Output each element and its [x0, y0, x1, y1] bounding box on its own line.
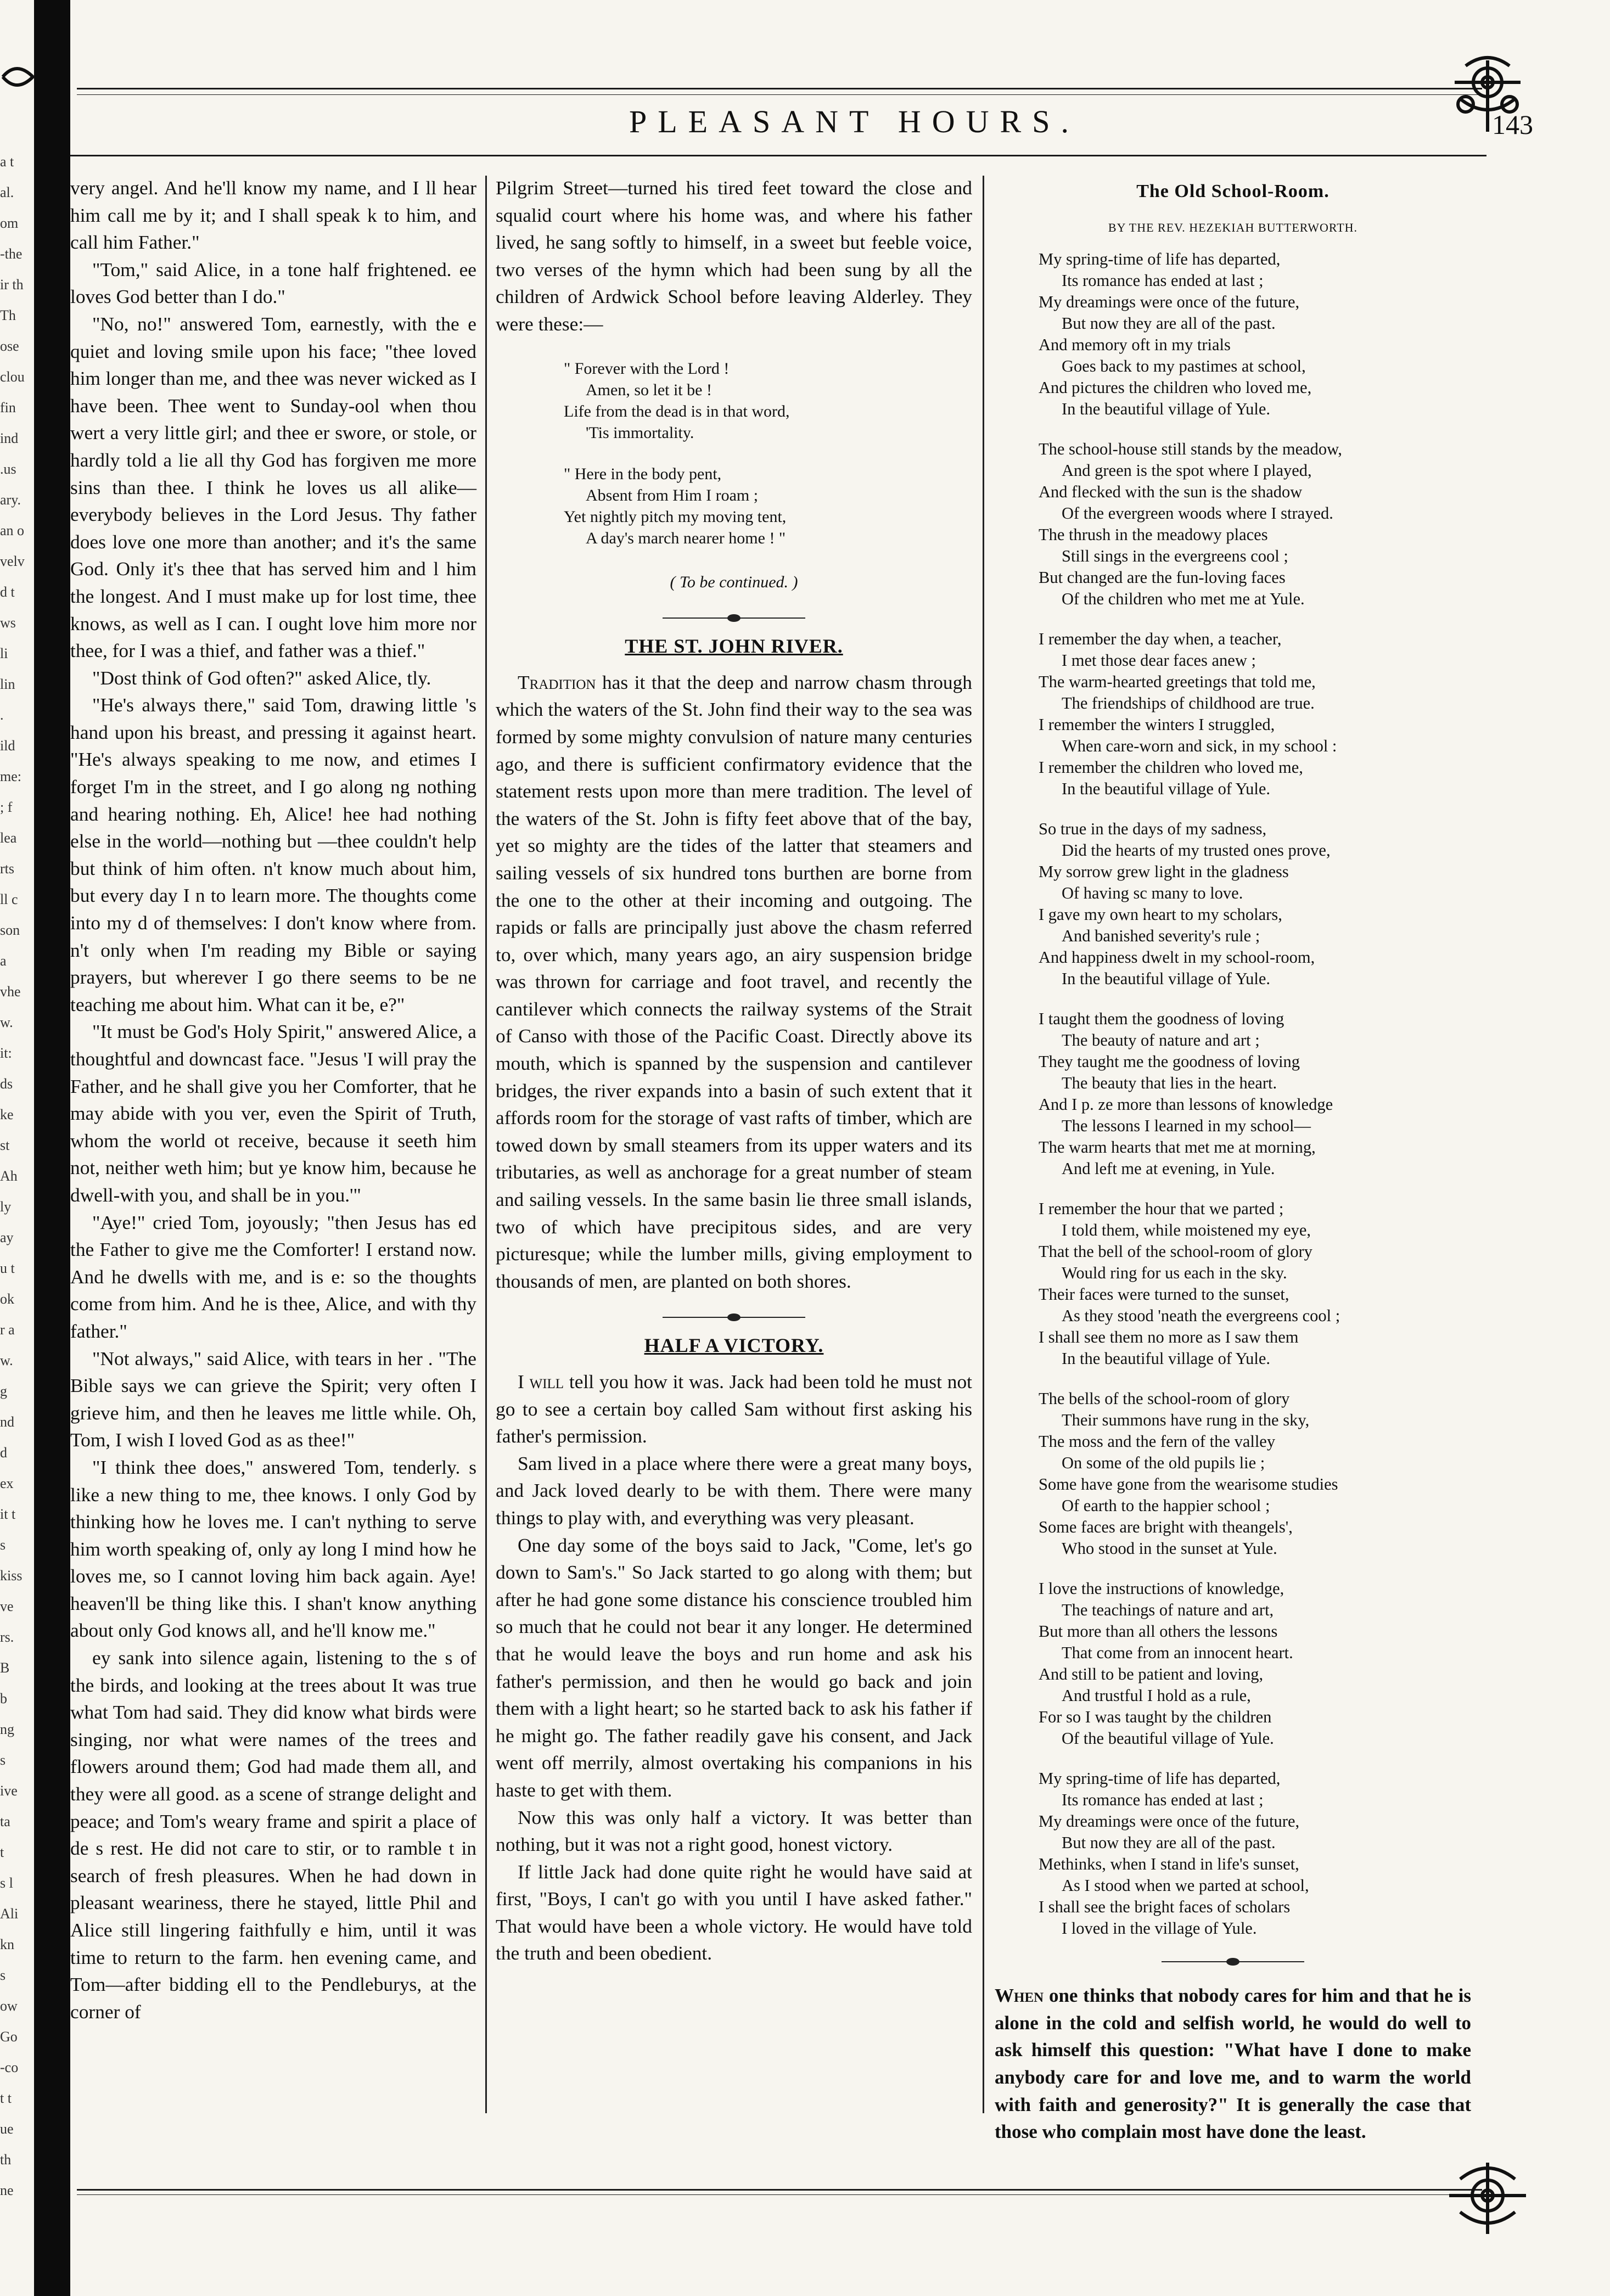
poem-stanza: [1039, 1008, 1471, 1180]
poem-line: Some faces are bright with theangels',: [1039, 1518, 1293, 1537]
story-paragraph: "I think thee does," answered Tom, tenderly. s like a new thing to me, thee knows. I only God by thinking how he loves me. I can't nything to serve him worth speaking of, only ay long I mind how he loves me, so I cannot loving him back again. Aye! heaven'll be thing like this. I shan't know anything about only God knows all, and he'll know me.": [70, 1456, 476, 1642]
gutter-fragment: it t: [0, 1506, 16, 1522]
poem-line: My spring-time of life has departed,: [1039, 250, 1281, 269]
gutter-fragment: ay: [0, 1230, 14, 1245]
poem-line: I told them, while moistened my eye,: [1062, 1221, 1311, 1240]
gutter-fragment: ll c: [0, 891, 18, 907]
gutter-fragment: g: [0, 1383, 7, 1399]
poem-stanza: [1039, 1198, 1471, 1369]
bottom-right-ornament: [1444, 2152, 1532, 2239]
gutter-fragment: om: [0, 215, 19, 231]
gutter-fragment: ex: [0, 1475, 14, 1491]
poem-line: But more than all others the lessons: [1039, 1622, 1278, 1641]
article-paragraph: [496, 1804, 972, 1859]
article-paragraph: [496, 1532, 972, 1804]
article-half-a-victory-body: [496, 1368, 972, 1967]
poem-line: And still to be patient and loving,: [1039, 1665, 1264, 1684]
story-paragraph: very angel. And he'll know my name, and I ll hear him call me by it; and I shall speak k to him, and call him Father.": [70, 177, 476, 254]
article-text: One day some of the boys said to Jack, "Come, let's go down to Sam's." So Jack started to go along with them; but after he had gone some distance his conscience troubled him so much that he could not bear it any longer. He determined that he would leave the boys and run home and ask his father's permission, and then he would go back and join them with a light heart; so he started back to ask his father if he might go. The father readily gave his consent, and Jack went off merrily, almost overtaking his companions in his haste to get with them.: [496, 1534, 972, 1801]
poem-line: My spring-time of life has departed,: [1039, 1769, 1281, 1788]
article-title-half-a-victory: HALF A VICTORY.: [644, 1334, 824, 1357]
gutter-fragment: a t: [0, 154, 14, 170]
poem-title: The Old School-Room.: [1136, 181, 1329, 201]
poem-line: I gave my own heart to my scholars,: [1039, 905, 1282, 924]
gutter-fragment: u t: [0, 1260, 15, 1276]
gutter-fragment: clou: [0, 369, 25, 385]
middle-column: [496, 175, 972, 1967]
poem-line: The moss and the fern of the valley: [1039, 1432, 1276, 1451]
gutter-fragment: -the: [0, 246, 23, 262]
poem-line: The warm-hearted greetings that told me,: [1039, 672, 1316, 692]
page-number: 143: [1492, 109, 1533, 140]
gutter-fragment: ly: [0, 1199, 12, 1215]
poem-line: Its romance has ended at last ;: [1062, 1790, 1264, 1810]
story-paragraph: ey sank into silence again, listening to the s of the birds, and looking at the trees about It was true what Tom had said. They did know what birds were singing, nor what were names of the trees and flowers around them; God had made them all, and they were all good. as a scene of strange delight and peace; and Tom's weary frame and spirit a place of de s rest. He did not care to stir, or to ramble t in search of fresh pleasures. When he had down in pleasant weariness, there he stayed, little Phil and Alice still lingering faithfully e him, until it was time to return to the farm. hen evening came, and Tom—after bidding ell to the Pendleburys, at the corner of: [70, 1647, 476, 2023]
gutter-fragment: s: [0, 1752, 6, 1768]
closing-text: one thinks that nobody cares for him and that he is alone in the cold and selfish world, he would do well to ask himself this question: "What have I done to make anybody care for and love me, and to warm the world with faith and generosity?" It is generally the case that those who complain most have done the least.: [995, 1985, 1471, 2143]
gutter-fragment: Ah: [0, 1168, 18, 1184]
book-binding-shadow: [34, 0, 70, 2296]
header-underline: [70, 155, 1486, 156]
article-text: If little Jack had done quite right he would have said at first, "Boys, I can't go with you until I have asked father." That would have been a whole victory. He would have told the truth and been obedient.: [496, 1860, 972, 1964]
poem-line: Still sings in the evergreens cool ;: [1062, 547, 1288, 566]
poem-line: But now they are all of the past.: [1062, 314, 1276, 333]
gutter-fragment: a: [0, 953, 7, 969]
poem-line: I remember the children who loved me,: [1039, 758, 1303, 777]
gutter-fragment: ws: [0, 615, 16, 631]
poem-byline: BY THE REV. HEZEKIAH BUTTERWORTH.: [1108, 220, 1358, 234]
gutter-fragment: ue: [0, 2121, 14, 2137]
poem-line: The bells of the school-room of glory: [1039, 1389, 1290, 1408]
hymn-line: 'Tis immortality.: [586, 423, 694, 442]
gutter-fragment: st: [0, 1137, 10, 1153]
poem-line: For so I was taught by the children: [1039, 1708, 1272, 1727]
gutter-fragment: ive: [0, 1783, 18, 1799]
story-continuation-column: [70, 175, 476, 2025]
gutter-fragment: son: [0, 922, 20, 938]
poem-line: I love the instructions of knowledge,: [1039, 1579, 1284, 1598]
poem-line: Goes back to my pastimes at school,: [1062, 357, 1306, 376]
gutter-fragment: ds: [0, 1076, 13, 1092]
gutter-fragment: ve: [0, 1598, 14, 1614]
column-rule-left: [485, 176, 487, 2113]
article-paragraph: [496, 1450, 972, 1532]
poem-line: The teachings of nature and art,: [1062, 1601, 1274, 1620]
poem-line: The lessons I learned in my school—: [1062, 1116, 1311, 1136]
hymn-stanza: [564, 358, 972, 444]
bottom-rule-thin: [77, 2194, 1482, 2195]
poem-line: Of the beautiful village of Yule.: [1062, 1729, 1274, 1748]
to-be-continued-note: ( To be continued. ): [670, 572, 798, 591]
poem-stanza: [1039, 439, 1471, 610]
gutter-fragment: li: [0, 645, 8, 661]
gutter-fragment: ok: [0, 1291, 14, 1307]
poem-line: I remember the day when, a teacher,: [1039, 630, 1282, 649]
gutter-fragment: rs.: [0, 1629, 14, 1645]
hymn-verses: [564, 358, 972, 549]
poem-line: I loved in the village of Yule.: [1062, 1919, 1257, 1938]
poem-line: Who stood in the sunset at Yule.: [1062, 1539, 1277, 1558]
column-rule-right: [983, 176, 984, 2113]
poem-line: But changed are the fun-loving faces: [1039, 568, 1286, 587]
gutter-fragment: Go: [0, 2029, 18, 2045]
poem-line: And trustful I hold as a rule,: [1062, 1686, 1251, 1705]
top-left-ornament: [0, 55, 44, 99]
gutter-fragment: s l: [0, 1875, 13, 1891]
hymn-line: " Forever with the Lord !: [564, 359, 730, 378]
gutter-fragment: d t: [0, 584, 15, 600]
article-text: tell you how it was. Jack had been told he must not go to see a certain boy called Sam without first asking his father's permission.: [496, 1371, 972, 1447]
gutter-fragment: s: [0, 1967, 6, 1983]
poem-line: I taught them the goodness of loving: [1039, 1009, 1284, 1029]
drop-word: I will: [518, 1371, 564, 1393]
poem-line: Their faces were turned to the sunset,: [1039, 1285, 1289, 1304]
poem-line: And happiness dwelt in my school-room,: [1039, 948, 1315, 967]
gutter-fragment: Ali: [0, 1906, 19, 1922]
article-title-st-john-river: THE ST. JOHN RIVER.: [625, 635, 843, 658]
gutter-fragment: velv: [0, 553, 25, 569]
poem-line: Their summons have rung in the sky,: [1062, 1411, 1310, 1430]
gutter-fragment: b: [0, 1691, 7, 1706]
poem-line: I shall see the bright faces of scholars: [1039, 1898, 1291, 1917]
poem-stanza: [1039, 249, 1471, 420]
gutter-fragment: an o: [0, 523, 25, 538]
gutter-fragment: th: [0, 2152, 12, 2168]
poem-stanza: [1039, 1768, 1471, 1939]
gutter-fragment: .: [0, 707, 4, 723]
poem-line: That come from an innocent heart.: [1062, 1643, 1293, 1663]
bottom-rule: [77, 2189, 1482, 2191]
hymn-stanza: [564, 463, 972, 549]
poem-line: In the beautiful village of Yule.: [1062, 400, 1270, 419]
story-paragraph: "Aye!" cried Tom, joyously; "then Jesus has ed the Father to give me the Comforter! I erstand now. And he dwells with me, and is e: so the thoughts come from him. And he is thee, Alice, and with thy father.": [70, 1211, 476, 1342]
poem-line: And green is the spot where I played,: [1062, 461, 1312, 480]
gutter-fragment: w.: [0, 1352, 13, 1368]
top-rule: [77, 88, 1482, 89]
gutter-fragment: ng: [0, 1721, 14, 1737]
poem-line: But now they are all of the past.: [1062, 1833, 1276, 1852]
article-paragraph: [496, 1859, 972, 1967]
poem-line: Of having sc many to love.: [1062, 884, 1243, 903]
gutter-fragment: rts: [0, 861, 14, 877]
gutter-fragment: w.: [0, 1014, 13, 1030]
poem-line: And left me at evening, in Yule.: [1062, 1159, 1275, 1178]
poem-line: The school-house still stands by the meadow,: [1039, 440, 1342, 459]
section-divider: [1162, 1958, 1304, 1966]
gutter-fragment: r a: [0, 1322, 15, 1338]
hymn-line: Amen, so let it be !: [586, 380, 712, 399]
facing-page-gutter: [0, 154, 34, 2294]
gutter-fragment: fin: [0, 400, 16, 416]
poem-line: I met those dear faces anew ;: [1062, 651, 1256, 670]
poem-line: In the beautiful village of Yule.: [1062, 1349, 1270, 1368]
gutter-fragment: al.: [0, 184, 14, 200]
poem-line: The warm hearts that met me at morning,: [1039, 1138, 1316, 1157]
gutter-fragment: ta: [0, 1814, 10, 1829]
poem-stanza: [1039, 628, 1471, 800]
poem-line: So true in the days of my sadness,: [1039, 819, 1267, 839]
poem-line: And banished severity's rule ;: [1062, 927, 1260, 946]
gutter-fragment: t t: [0, 2090, 12, 2106]
poem-line: Would ring for us each in the sky.: [1062, 1264, 1287, 1283]
running-head-title: PLEASANT HOURS.: [629, 104, 1080, 139]
gutter-fragment: vhe: [0, 984, 21, 1000]
gutter-fragment: ose: [0, 338, 19, 354]
gutter-fragment: ind: [0, 430, 19, 446]
story-intro-paragraph: Pilgrim Street—turned his tired feet toward the close and squalid court where his home was, and where his father lived, he sang softly to himself, in a sweet but feeble voice, two verses of the hymn which had been sung by all the children of Ardwick School before leaving Alderley. They were these:—: [496, 177, 972, 335]
story-paragraph: "It must be God's Holy Spirit," answered Alice, a thoughtful and downcast face. "Jesus 'I will pray the Father, and he shall give you her Comforter, that he may abide with you ver, even the Spirit of Truth, whom the world ot receive, because it seeth him not, neither weth him; but ye know him, because he dwell-with you, and shall be in you.'": [70, 1020, 476, 1206]
gutter-fragment: t: [0, 1844, 4, 1860]
hymn-line: Yet nightly pitch my moving tent,: [564, 507, 787, 526]
gutter-fragment: ke: [0, 1107, 14, 1122]
gutter-fragment: Th: [0, 307, 16, 323]
gutter-fragment: -co: [0, 2059, 19, 2075]
poem-line: Did the hearts of my trusted ones prove,: [1062, 841, 1331, 860]
gutter-fragment: d: [0, 1445, 7, 1461]
poem-line: I shall see them no more as I saw them: [1039, 1328, 1299, 1347]
poem-line: That the bell of the school-room of glory: [1039, 1242, 1312, 1261]
poem-line: The thrush in the meadowy places: [1039, 525, 1268, 544]
poem-line: On some of the old pupils lie ;: [1062, 1453, 1265, 1473]
top-rule-thin: [77, 94, 1482, 95]
poem-line: Methinks, when I stand in life's sunset,: [1039, 1855, 1299, 1874]
poem-line: Of the evergreen woods where I strayed.: [1062, 504, 1333, 523]
gutter-fragment: ary.: [0, 492, 21, 508]
poem-line: And I p. ze more than lessons of knowledge: [1039, 1095, 1333, 1114]
poem-line: Of earth to the happier school ;: [1062, 1496, 1270, 1515]
gutter-fragment: s: [0, 1537, 6, 1553]
section-divider: [663, 1313, 805, 1321]
poem-line: Its romance has ended at last ;: [1062, 271, 1264, 290]
story-paragraph: "Tom," said Alice, in a tone half frightened. ee loves God better than I do.": [70, 258, 476, 308]
poem-line: I remember the winters I struggled,: [1039, 715, 1275, 734]
poem-stanza: [1039, 818, 1471, 990]
poem-line: My dreamings were once of the future,: [1039, 1812, 1300, 1831]
poem-line: When care-worn and sick, in my school :: [1062, 737, 1337, 756]
poem-line: And memory oft in my trials: [1039, 335, 1231, 355]
gutter-fragment: .us: [0, 461, 16, 477]
article-text: Now this was only half a victory. It was better than nothing, but it was not a right good, honest victory.: [496, 1806, 972, 1856]
poem-line: The friendships of childhood are true.: [1062, 694, 1315, 713]
poem-line: My dreamings were once of the future,: [1039, 293, 1300, 312]
poem-line: And pictures the children who loved me,: [1039, 378, 1312, 397]
gutter-fragment: lea: [0, 830, 17, 846]
gutter-fragment: kiss: [0, 1568, 23, 1584]
article-paragraph: [496, 1368, 972, 1450]
poem-line: As I stood when we parted at school,: [1062, 1876, 1309, 1895]
drop-word: When: [995, 1985, 1044, 2007]
story-paragraph: "Not always," said Alice, with tears in her . "The Bible says we can grieve the Spirit; very often I grieve him, and then he leaves me little while. Oh, Tom, I wish I loved God as as thee!": [70, 1347, 476, 1451]
poem-line: I remember the hour that we parted ;: [1039, 1199, 1284, 1219]
poem-line: In the beautiful village of Yule.: [1062, 779, 1270, 799]
article-text: has it that the deep and narrow chasm through which the waters of the St. John find their way to the sea was formed by some mighty convulsion of nature many centuries ago, and there is sufficient confirmatory evidence that the statement rests upon more than mere tradition. The level of the waters of the St. John is fifty feet above that of the bay, yet so mighty are the tides of the latter that steamers and sailing vessels of six hundred tons burthen are borne from the one to the other at their incoming and outgoing. The rapids or falls are principally just above the chasm referred to, over which, many years ago, an airy suspension bridge was thrown for carriage and foot travel, and recently the cantilever which connects the railway systems of the Strait of Canso with those of the Pacific Coast. Directly above its mouth, which is spanned by the suspension and cantilever bridges, the river expands into a basin of such extent that it affords room for the storage of vast rafts of timber, which are towed down by small steamers from its upper waters and its tributaries, as well as anchorage for a great number of steam and sailing vessels. In the same basin lie three small islands, two of which have precipitous sides, and are very picturesque; while the lumber mills, giving employment to thousands of men, are planted on both shores.: [496, 671, 972, 1292]
right-column: [995, 175, 1471, 2146]
poem-stanza: [1039, 1388, 1471, 1559]
gutter-fragment: it:: [0, 1045, 12, 1061]
poem-line: In the beautiful village of Yule.: [1062, 969, 1270, 989]
poem-old-school-room: [1039, 249, 1471, 1939]
story-paragraph: "No, no!" answered Tom, earnestly, with the e quiet and loving smile upon his face; "thee loved him longer than me, and thee was never wicked as I have been. Thee went to Sunday-ool when thou wert a very little girl; and thee er swore, or stole, or hardly told a lie all thy God has forgiven me more sins than thee. I think he loves us all alike—everybody believes in the Lord Jesus. Thy father does love one more than another; and it's the same God. Only it's thee that has served him and l him the longest. And I must make up for lost time, thee knows, as well as I can. I ought love him more nor thee, for I was a thief, and father was a thief.": [70, 312, 476, 662]
gutter-fragment: kn: [0, 1936, 14, 1952]
poem-line: Of the children who met me at Yule.: [1062, 590, 1305, 609]
section-divider: [663, 614, 805, 622]
poem-line: My sorrow grew light in the gladness: [1039, 862, 1289, 882]
gutter-fragment: ild: [0, 738, 15, 754]
gutter-fragment: me:: [0, 768, 21, 784]
hymn-line: A day's march nearer home ! ": [586, 529, 786, 547]
poem-line: The beauty that lies in the heart.: [1062, 1074, 1277, 1093]
gutter-fragment: ir th: [0, 277, 24, 293]
poem-line: And flecked with the sun is the shadow: [1039, 482, 1303, 502]
gutter-fragment: ne: [0, 2182, 14, 2198]
poem-line: As they stood 'neath the evergreens cool ;: [1062, 1306, 1340, 1326]
hymn-line: Absent from Him I roam ;: [586, 486, 759, 504]
article-text: Sam lived in a place where there were a great many boys, and Jack loved dearly to be with them. There were many things to play with, and everything was very pleasant.: [496, 1452, 972, 1529]
story-paragraph: "Dost think of God often?" asked Alice, tly.: [92, 666, 431, 689]
hymn-line: " Here in the body pent,: [564, 464, 722, 483]
poem-line: The beauty of nature and art ;: [1062, 1031, 1260, 1050]
poem-line: Some have gone from the wearisome studies: [1039, 1475, 1338, 1494]
gutter-fragment: nd: [0, 1414, 14, 1430]
gutter-fragment: ; f: [0, 799, 13, 815]
poem-line: They taught me the goodness of loving: [1039, 1052, 1300, 1071]
poem-stanza: [1039, 1578, 1471, 1749]
gutter-fragment: lin: [0, 676, 15, 692]
article-st-john-river-body: [496, 669, 972, 1295]
story-paragraph: "He's always there," said Tom, drawing little 's hand upon his breast, and pressing it against heart. "He's always speaking to me now, and etimes I forget I'm in the street, and I go along ng nothing and hearing nothing. Eh, Alice! hee had nothing else in the world—nothing but —thee couldn't help but think of him often. n't know much about him, but every day I n to learn more. The thoughts come into my d of themselves: I don't know where from. n't only when I'm reading my Bible or saying prayers, but wherever I go there seems to be ne teaching me about him. What can it be, e?": [70, 694, 476, 1015]
closing-paragraph: [995, 1982, 1471, 2146]
gutter-fragment: B: [0, 1660, 10, 1676]
hymn-line: Life from the dead is in that word,: [564, 402, 790, 420]
drop-word: Tradition: [518, 671, 596, 693]
gutter-fragment: ow: [0, 1998, 18, 2014]
